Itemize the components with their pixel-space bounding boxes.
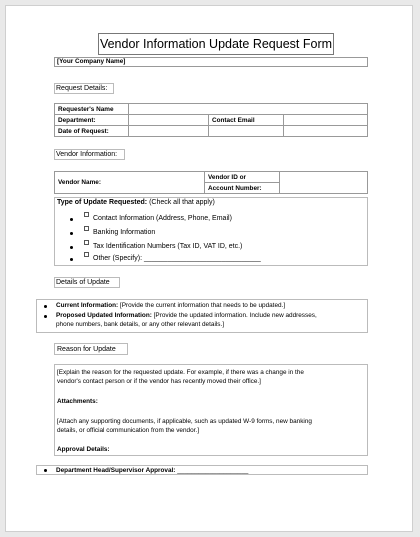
department-label: Department: xyxy=(55,115,129,126)
proposed-info-text: [Provide the updated information. Include new addresses, xyxy=(153,312,317,319)
option-tax-id: Tax Identification Numbers (Tax ID, VAT ID, etc.) xyxy=(93,243,243,250)
approval-signature-line: ____________________ xyxy=(177,467,249,474)
proposed-info-line[interactable] xyxy=(56,311,317,320)
bullet xyxy=(44,315,47,318)
vendor-info-table xyxy=(54,171,368,194)
date-of-request-value[interactable] xyxy=(129,126,209,137)
approval-details-label: Approval Details: xyxy=(57,446,110,453)
approval-line[interactable] xyxy=(56,466,248,475)
bullet xyxy=(44,305,47,308)
request-details-heading-box xyxy=(54,83,114,94)
attachments-text-1: [Attach any supporting documents, if applicable, such as updated W-9 forms, new banking xyxy=(57,418,312,425)
department-value[interactable] xyxy=(129,115,209,126)
details-heading-box xyxy=(54,277,120,288)
contact-info-checkbox[interactable] xyxy=(84,212,89,217)
contact-email-value[interactable] xyxy=(284,115,368,126)
bullet xyxy=(70,258,73,261)
approval-label: Department Head/Supervisor Approval: xyxy=(56,467,176,474)
blank-cell xyxy=(209,126,284,137)
bullet xyxy=(70,246,73,249)
proposed-info-label: Proposed Updated Information: xyxy=(56,312,152,319)
requesters-name-label: Requester's Name xyxy=(55,104,129,115)
vendor-name-label: Vendor Name: xyxy=(55,172,205,194)
type-of-update-hint: (Check all that apply) xyxy=(149,199,215,206)
vendor-info-heading: Vendor Information: xyxy=(56,151,118,158)
vendor-id-label-1: Vendor ID or xyxy=(205,172,280,183)
current-info-text: [Provide the current information that needs to be updated.] xyxy=(119,302,286,309)
date-of-request-label: Date of Request: xyxy=(55,126,129,137)
vendor-id-label-2: Account Number: xyxy=(205,183,280,194)
vendor-id-value[interactable] xyxy=(280,172,368,194)
bullet xyxy=(70,218,73,221)
request-details-heading: Request Details: xyxy=(56,85,108,92)
option-banking-info: Banking Information xyxy=(93,229,156,236)
blank-cell xyxy=(284,126,368,137)
tax-id-checkbox[interactable] xyxy=(84,240,89,245)
vendor-info-heading-box xyxy=(54,149,125,160)
reason-heading-box xyxy=(54,343,128,355)
page-title: Vendor Information Update Request Form xyxy=(98,33,334,55)
option-other[interactable]: Other (Specify): ______________________________ xyxy=(93,255,261,262)
contact-email-label: Contact Email xyxy=(209,115,284,126)
attachments-text-2: details, or official communication from the vendor.] xyxy=(57,427,199,434)
attachments-label: Attachments: xyxy=(57,398,98,405)
details-of-update-heading: Details of Update xyxy=(56,279,110,286)
option-contact-info: Contact Information (Address, Phone, Email) xyxy=(93,215,232,222)
request-details-table xyxy=(54,103,368,137)
proposed-info-text-2: phone numbers, bank details, or any other relevant details.] xyxy=(56,321,225,328)
type-of-update-label xyxy=(57,199,215,207)
other-checkbox[interactable] xyxy=(84,252,89,257)
type-of-update-box xyxy=(54,197,368,266)
requesters-name-value[interactable] xyxy=(129,104,368,115)
document-page xyxy=(5,5,413,532)
reason-text-2: vendor's contact person or if the vendor has recently moved their office.] xyxy=(57,378,261,385)
company-name-field[interactable]: [Your Company Name] xyxy=(54,57,368,67)
approval-box xyxy=(36,465,368,475)
reason-heading: Reason for Update xyxy=(57,346,116,353)
banking-info-checkbox[interactable] xyxy=(84,226,89,231)
current-info-label: Current Information: xyxy=(56,302,119,309)
bullet xyxy=(70,232,73,235)
reason-text-1: [Explain the reason for the requested update. For example, if there was a change in the xyxy=(57,369,304,376)
details-box xyxy=(36,299,368,333)
bullet xyxy=(44,469,47,472)
type-of-update-title: Type of Update Requested: xyxy=(57,199,148,206)
reason-box[interactable] xyxy=(54,364,368,456)
current-info-line[interactable] xyxy=(56,301,285,310)
